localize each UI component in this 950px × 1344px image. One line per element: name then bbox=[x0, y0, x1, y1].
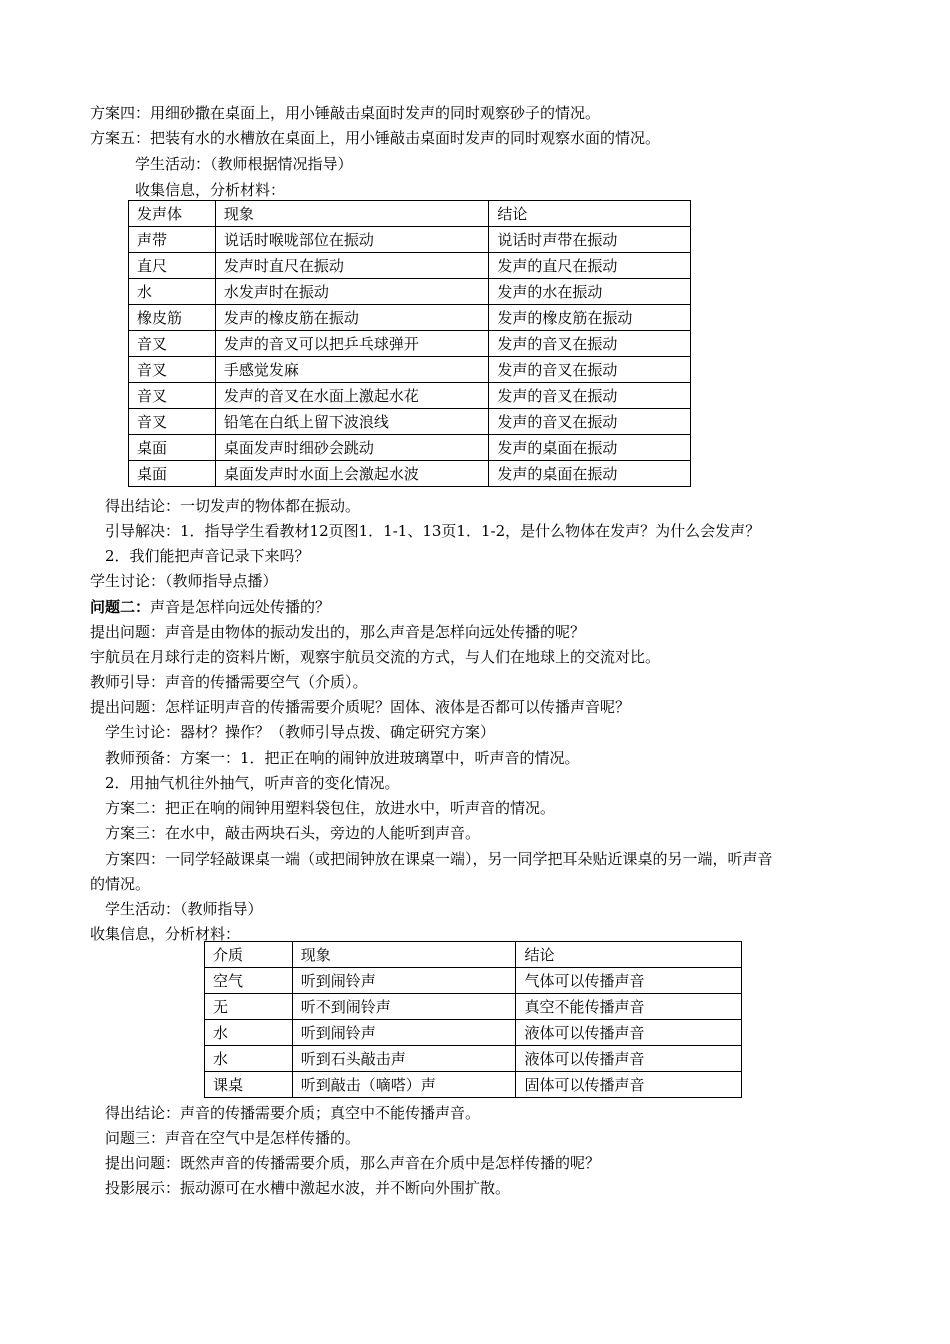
paragraph-teacher-prep: 教师预备：方案一：1．把正在响的闹钟放进玻璃罩中，听声音的情况。 bbox=[105, 749, 580, 767]
header-cell: 结论 bbox=[516, 942, 742, 968]
paragraph-ask-medium: 提出问题：既然声音的传播需要介质，那么声音在介质中是怎样传播的呢？ bbox=[105, 1154, 601, 1172]
table-row bbox=[129, 461, 691, 487]
table-row bbox=[129, 435, 691, 461]
cell: 音叉 bbox=[129, 357, 216, 383]
paragraph-plan5: 方案五：把装有水的水槽放在桌面上，用小锤敲击桌面时发声的同时观察水面的情况。 bbox=[90, 129, 661, 147]
cell: 发声的直尺在振动 bbox=[489, 253, 691, 279]
table-row bbox=[129, 253, 691, 279]
paragraph-discussion-equipment: 学生讨论：器材？操作？（教师引导点拨、确定研究方案） bbox=[105, 723, 496, 741]
cell: 发声的桌面在振动 bbox=[489, 435, 691, 461]
table-row bbox=[129, 409, 691, 435]
paragraph-student-discussion: 学生讨论：（教师指导点播） bbox=[90, 572, 278, 590]
paragraph-guide: 引导解决：1．指导学生看教材12页图1．1-1、13页1．1-2，是什么物体在发声？为什么会发声？ bbox=[105, 522, 761, 540]
cell: 液体可以传播声音 bbox=[516, 1020, 742, 1046]
table-sound-sources bbox=[128, 200, 691, 487]
cell: 发声的音叉在水面上激起水花 bbox=[215, 383, 489, 409]
cell: 听到闹铃声 bbox=[292, 1020, 516, 1046]
question-two-heading bbox=[90, 597, 330, 617]
cell: 音叉 bbox=[129, 331, 216, 357]
paragraph-collect-info: 收集信息，分析材料： bbox=[135, 181, 286, 199]
cell: 手感觉发麻 bbox=[215, 357, 489, 383]
cell: 听不到闹铃声 bbox=[292, 994, 516, 1020]
cell: 课桌 bbox=[205, 1072, 293, 1098]
table-row bbox=[205, 1072, 742, 1098]
cell: 声带 bbox=[129, 227, 216, 253]
table-media bbox=[204, 941, 742, 1098]
cell: 桌面发声时细砂会跳动 bbox=[215, 435, 489, 461]
paragraph-plan4-desk: 方案四：一同学轻敲课桌一端（或把闹钟放在课桌一端），另一同学把耳朵贴近课桌的另一端，听声音 bbox=[105, 850, 773, 868]
paragraph-student-activity: 学生活动：（教师根据情况指导） bbox=[135, 155, 353, 173]
cell: 听到石头敲击声 bbox=[292, 1046, 516, 1072]
cell: 发声的水在振动 bbox=[489, 279, 691, 305]
table-row bbox=[129, 279, 691, 305]
table-row bbox=[129, 357, 691, 383]
cell: 发声时直尺在振动 bbox=[215, 253, 489, 279]
cell: 发声的桌面在振动 bbox=[489, 461, 691, 487]
paragraph-record-question: 2．我们能把声音记录下来吗？ bbox=[105, 547, 310, 565]
cell: 发声的音叉在振动 bbox=[489, 409, 691, 435]
paragraph-astronaut: 宇航员在月球行走的资料片断，观察宇航员交流的方式，与人们在地球上的交流对比。 bbox=[90, 648, 661, 666]
cell: 铅笔在白纸上留下波浪线 bbox=[215, 409, 489, 435]
header-cell: 发声体 bbox=[129, 201, 216, 227]
cell: 真空不能传播声音 bbox=[516, 994, 742, 1020]
paragraph-prove-medium: 提出问题：怎样证明声音的传播需要介质呢？固体、液体是否都可以传播声音呢？ bbox=[90, 698, 631, 716]
table-header-row bbox=[205, 942, 742, 968]
cell: 橡皮筋 bbox=[129, 305, 216, 331]
paragraph-plan2: 方案二：把正在响的闹钟用塑料袋包住，放进水中，听声音的情况。 bbox=[105, 799, 556, 817]
header-cell: 介质 bbox=[205, 942, 293, 968]
table-row bbox=[129, 305, 691, 331]
cell: 说话时声带在振动 bbox=[489, 227, 691, 253]
table-row bbox=[129, 227, 691, 253]
cell: 说话时喉咙部位在振动 bbox=[215, 227, 489, 253]
cell: 直尺 bbox=[129, 253, 216, 279]
cell: 发声的音叉在振动 bbox=[489, 357, 691, 383]
paragraph-conclusion1: 得出结论：一切发声的物体都在振动。 bbox=[105, 497, 361, 515]
table-row bbox=[129, 331, 691, 357]
paragraph-plan3: 方案三：在水中，敲击两块石头，旁边的人能听到声音。 bbox=[105, 824, 481, 842]
question-two-text: 声音是怎样向远处传播的？ bbox=[150, 598, 331, 616]
paragraph-conclusion2: 得出结论：声音的传播需要介质；真空中不能传播声音。 bbox=[105, 1104, 481, 1122]
header-cell: 现象 bbox=[292, 942, 516, 968]
table-header-row bbox=[129, 201, 691, 227]
cell: 空气 bbox=[205, 968, 293, 994]
cell: 发声的橡皮筋在振动 bbox=[489, 305, 691, 331]
cell: 听到闹铃声 bbox=[292, 968, 516, 994]
table-row bbox=[129, 383, 691, 409]
cell: 水 bbox=[205, 1020, 293, 1046]
table-row bbox=[205, 968, 742, 994]
cell: 发声的音叉在振动 bbox=[489, 331, 691, 357]
cell: 固体可以传播声音 bbox=[516, 1072, 742, 1098]
cell: 气体可以传播声音 bbox=[516, 968, 742, 994]
cell: 音叉 bbox=[129, 383, 216, 409]
cell: 听到敲击（嘀嗒）声 bbox=[292, 1072, 516, 1098]
cell: 发声的橡皮筋在振动 bbox=[215, 305, 489, 331]
paragraph-plan4: 方案四：用细砂撒在桌面上，用小锤敲击桌面时发声的同时观察砂子的情况。 bbox=[90, 104, 601, 122]
table-row bbox=[205, 994, 742, 1020]
cell: 液体可以传播声音 bbox=[516, 1046, 742, 1072]
cell: 水 bbox=[129, 279, 216, 305]
cell: 水 bbox=[205, 1046, 293, 1072]
question-two-label: 问题二： bbox=[90, 598, 151, 616]
cell: 发声的音叉可以把乒乓球弹开 bbox=[215, 331, 489, 357]
cell: 音叉 bbox=[129, 409, 216, 435]
paragraph-plan4-cont: 的情况。 bbox=[90, 875, 151, 893]
table-row bbox=[205, 1046, 742, 1072]
paragraph-collect-info2: 收集信息，分析材料： bbox=[90, 925, 241, 943]
header-cell: 结论 bbox=[489, 201, 691, 227]
cell: 桌面 bbox=[129, 435, 216, 461]
header-cell: 现象 bbox=[215, 201, 489, 227]
paragraph-teacher-guide: 教师引导：声音的传播需要空气（介质）。 bbox=[90, 673, 368, 691]
cell: 桌面发声时水面上会激起水波 bbox=[215, 461, 489, 487]
cell: 无 bbox=[205, 994, 293, 1020]
paragraph-projection: 投影展示：振动源可在水槽中激起水波，并不断向外围扩散。 bbox=[105, 1179, 511, 1197]
cell: 桌面 bbox=[129, 461, 216, 487]
paragraph-ask-question: 提出问题：声音是由物体的振动发出的，那么声音是怎样向远处传播的呢？ bbox=[90, 623, 586, 641]
cell: 水发声时在振动 bbox=[215, 279, 489, 305]
cell: 发声的音叉在振动 bbox=[489, 383, 691, 409]
paragraph-student-activity2: 学生活动：（教师指导） bbox=[105, 900, 263, 918]
paragraph-pump: 2．用抽气机往外抽气，听声音的变化情况。 bbox=[105, 774, 400, 792]
table-row bbox=[205, 1020, 742, 1046]
paragraph-question3: 问题三：声音在空气中是怎样传播的。 bbox=[105, 1129, 361, 1147]
